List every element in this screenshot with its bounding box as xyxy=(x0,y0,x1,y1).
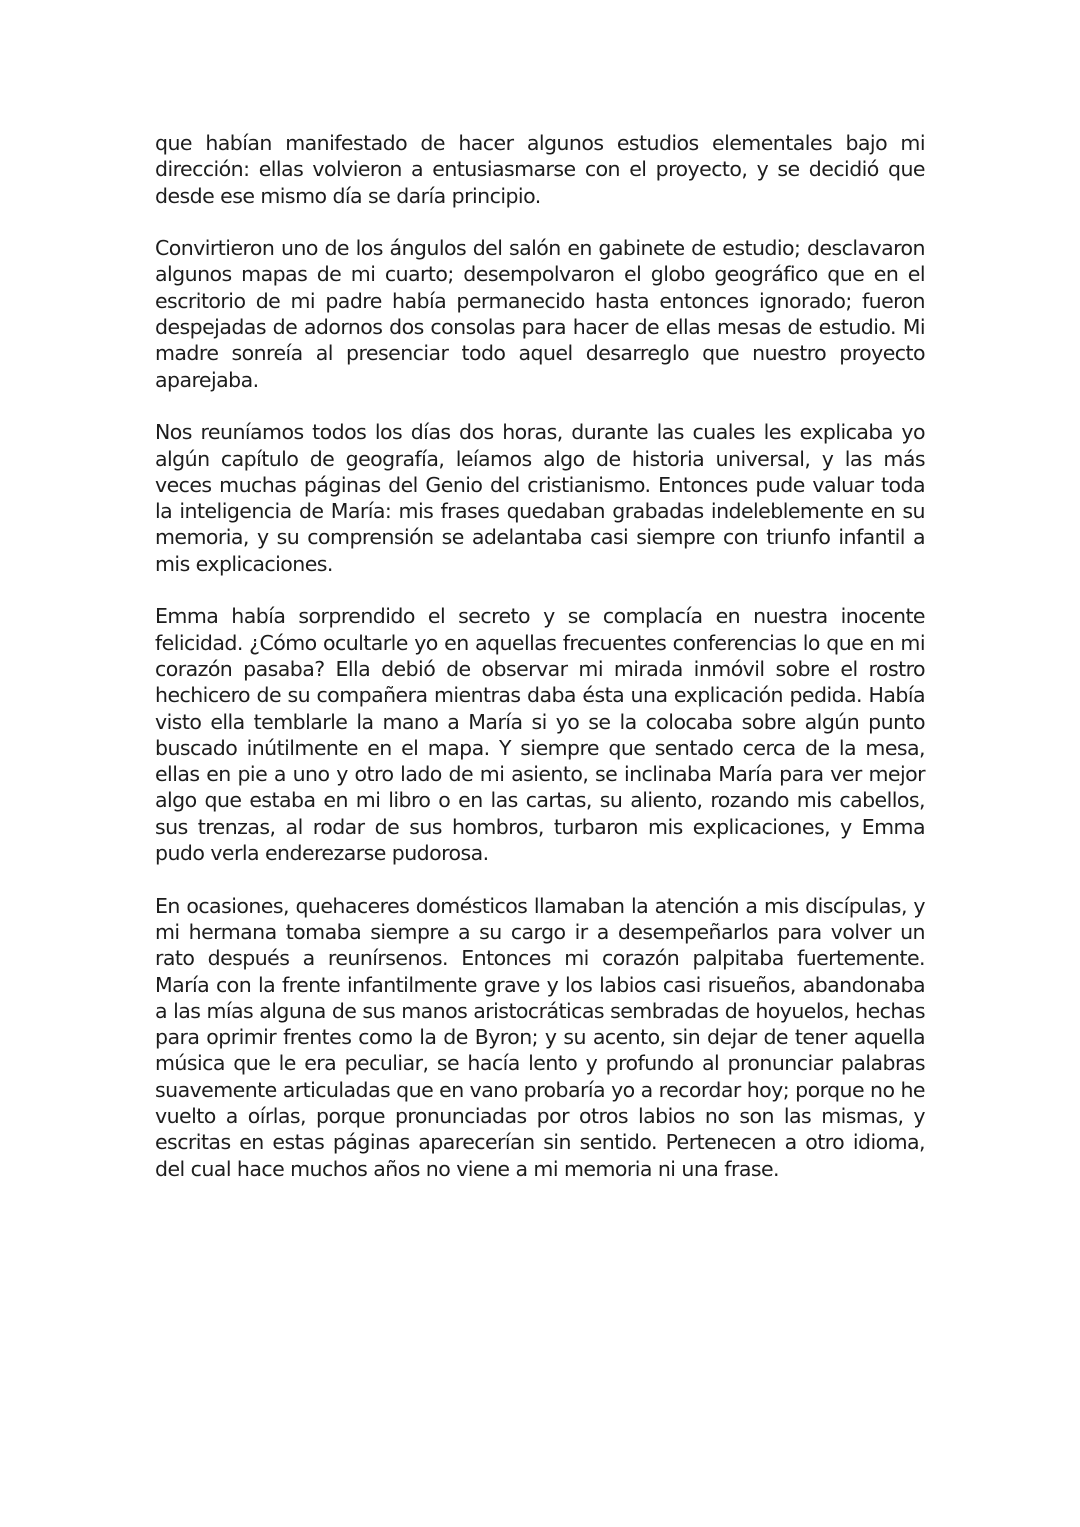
document-page xyxy=(155,130,925,1208)
paragraph-3: Nos reuníamos todos los días dos horas, durante las cuales les explicaba yo algún capítulo de geografía, leíamos algo de historia universal, y las más veces muchas páginas del Genio del cristianismo. Entonces pude valuar toda la inteligencia de María: mis frases quedaban grabadas indeleblemente en su memoria, y su comprensión se adelantaba casi siempre con triunfo infantil a mis explicaciones. xyxy=(155,420,925,576)
paragraph-5: En ocasiones, quehaceres domésticos llamaban la atención a mis discípulas, y mi hermana tomaba siempre a su cargo ir a desempeñarlos para volver un rato después a reunírsenos. Entonces mi corazón palpitaba fuertemente. María con la frente infantilmente grave y los labios casi risueños, abandonaba a las mías alguna de sus manos aristocráticas sembradas de hoyuelos, hechas para oprimir frentes como la de Byron; y su acento, sin dejar de tener aquella música que le era peculiar, se hacía lento y profundo al pronunciar palabras suavemente articuladas que en vano probaría yo a recordar hoy; porque no he vuelto a oírlas, porque pronunciadas por otros labios no son las mismas, y escritas en estas páginas aparecerían sin sentido. Pertenecen a otro idioma, del cual hace muchos años no viene a mi memoria ni una frase. xyxy=(155,893,925,1181)
paragraph-4: Emma había sorprendido el secreto y se complacía en nuestra inocente felicidad. ¿Cómo ocultarle yo en aquellas frecuentes conferencias lo que en mi corazón pasaba? Ella debió de observar mi mirada inmóvil sobre el rostro hechicero de su compañera mientras daba ésta una explicación pedida. Había visto ella temblarle la mano a María si yo se la colocaba sobre algún punto buscado inútilmente en el mapa. Y siempre que sentado cerca de la mesa, ellas en pie a uno y otro lado de mi asiento, se inclinaba María para ver mejor algo que estaba en mi libro o en las cartas, su aliento, rozando mis cabellos, sus trenzas, al rodar de sus hombros, turbaron mis explicaciones, y Emma pudo verla enderezarse pudorosa. xyxy=(155,604,925,866)
paragraph-1: que habían manifestado de hacer algunos estudios elementales bajo mi dirección: ellas volvieron a entusiasmarse con el proyecto, y se decidió que desde ese mismo día se daría principio. xyxy=(155,131,925,208)
paragraph-2: Convirtieron uno de los ángulos del salón en gabinete de estudio; desclavaron algunos mapas de mi cuarto; desempolvaron el globo geográfico que en el escritorio de mi padre había permanecido hasta entonces ignorado; fueron despejadas de adornos dos consolas para hacer de ellas mesas de estudio. Mi madre sonreía al presenciar todo aquel desarreglo que nuestro proyecto aparejaba. xyxy=(155,236,925,392)
